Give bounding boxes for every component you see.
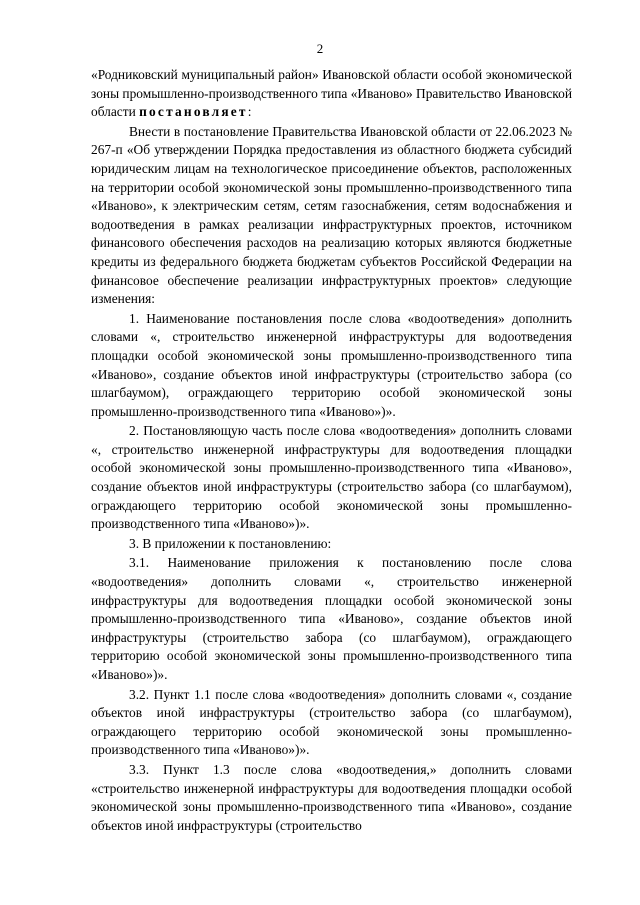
paragraph-text-end: : (247, 104, 252, 120)
page-number: 2 (316, 41, 324, 56)
paragraph-continuation (91, 66, 572, 122)
decree-keyword: постановляет (139, 104, 248, 120)
document-body (91, 66, 572, 835)
paragraph-item-1: 1. Наименование постановления после слова «водоотведения» дополнить словами «, строительство инженерной инфраструктуры для водоотведения площадки особой экономической зоны промышленно-производственного типа «Иваново», создание объектов иной инфраструктуры (строительство забора (со шлагбаумом), ограждающего территорию особой экономической зоны промышленно-производственного типа «Иваново»)». (91, 310, 572, 419)
paragraph-item-3: 3. В приложении к постановлению: (129, 535, 332, 551)
paragraph-text: «Родниковский муниципальный район» Ивановской области особой экономической зоны промышленно-производственного типа «Иваново» Правительство Ивановской области (91, 67, 572, 120)
paragraph-amendment-intro: Внести в постановление Правительства Ивановской области от 22.06.2023 № 267-п «Об утверждении Порядка предоставления из областного бюджета субсидий юридическим лицам на технологическое присоединение объектов, расположенных на территории особой экономической зоны промышленно-производственного типа «Иваново», к электрическим сетям, сетям газоснабжения, сетям водоснабжения и водоотведения в рамках реализации инфраструктурных проектов, источником финансового обеспечения расходов на реализацию которых являются бюджетные кредиты из федерального бюджета бюджетам субъектов Российской Федерации на финансовое обеспечение реализации инфраструктурных проектов» следующие изменения: (91, 123, 572, 307)
paragraph-item-3-3: 3.3. Пункт 1.3 после слова «водоотведения,» дополнить словами «строительство инженерной инфраструктуры для водоотведения площадки особой экономической зоны промышленно-производственного типа «Иваново», создание объектов иной инфраструктуры (строительство (91, 761, 572, 833)
paragraph-item-3-1: 3.1. Наименование приложения к постановлению после слова «водоотведения» дополнить словами «, строительство инженерной инфраструктуры для водоотведения площадки особой экономической зоны промышленно-производственного типа «Иваново», создание объектов иной инфраструктуры (строительство забора (со шлагбаумом), ограждающего территорию особой экономической зоны промышленно-производственного типа «Иваново»)». (91, 555, 572, 682)
paragraph-item-3-2: 3.2. Пункт 1.1 после слова «водоотведения» дополнить словами «, создание объектов иной инфраструктуры (строительство забора (со шлагбаумом), ограждающего территорию особой экономической зоны промышленно-производственного типа «Иваново»)». (91, 686, 572, 758)
paragraph-item-2: 2. Постановляющую часть после слова «водоотведения» дополнить словами «, строительство инженерной инфраструктуры для водоотведения площадки особой экономической зоны промышленно-производственного типа «Иваново», создание объектов иной инфраструктуры (строительство забора (со шлагбаумом), ограждающего территорию особой экономической зоны промышленно-производственного типа «Иваново»)». (91, 423, 572, 532)
